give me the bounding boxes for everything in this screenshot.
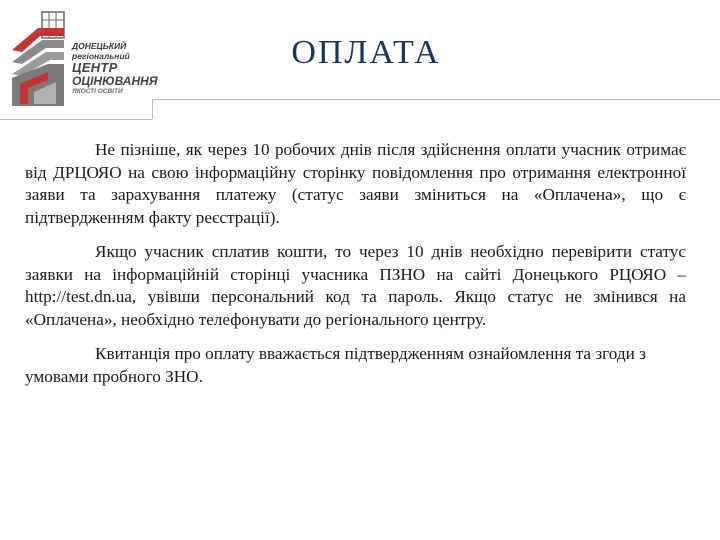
logo-line-2: регіональний: [72, 50, 130, 61]
logo-line-1: ДОНЕЦЬКИЙ: [72, 41, 127, 51]
slide-body: [25, 139, 686, 388]
logo-line-5: ЯКОСТІ ОСВІТИ: [72, 88, 123, 95]
logo-line-4: ОЦІНЮВАННЯ: [72, 74, 158, 88]
paragraph-2: Якщо учасник сплатив кошти, то через 10 днів необхідно перевірити статус заявки на інформаційній сторінці учасника ПЗНО на сайті Донецького РЦОЯО – http://test.dn.ua, увівши персональний код та пароль. Якщо статус не змінився на «Оплачена», необхідно телефонувати до регіонального центру.: [25, 242, 686, 329]
logo-line-3: ЦЕНТР: [72, 60, 118, 75]
header-rule-vertical: [152, 99, 153, 119]
header-rule-top: [152, 99, 720, 100]
paragraph-1: Не пізніше, як через 10 робочих днів після здійснення оплати учасник отримає від ДРЦОЯО на свою інформаційну сторінку повідомлення про отримання електронної заяви та зарахування платежу (статус заяви зміниться на «Оплачена», що є підтвердженням факту реєстрації).: [25, 140, 686, 227]
paragraph-3: Квитанція про оплату вважається підтвердженням ознайомлення та згоди з умовами пробного ЗНО.: [25, 344, 646, 386]
slide-title: ОПЛАТА: [291, 34, 441, 71]
header-rule-bottom: [0, 119, 152, 120]
